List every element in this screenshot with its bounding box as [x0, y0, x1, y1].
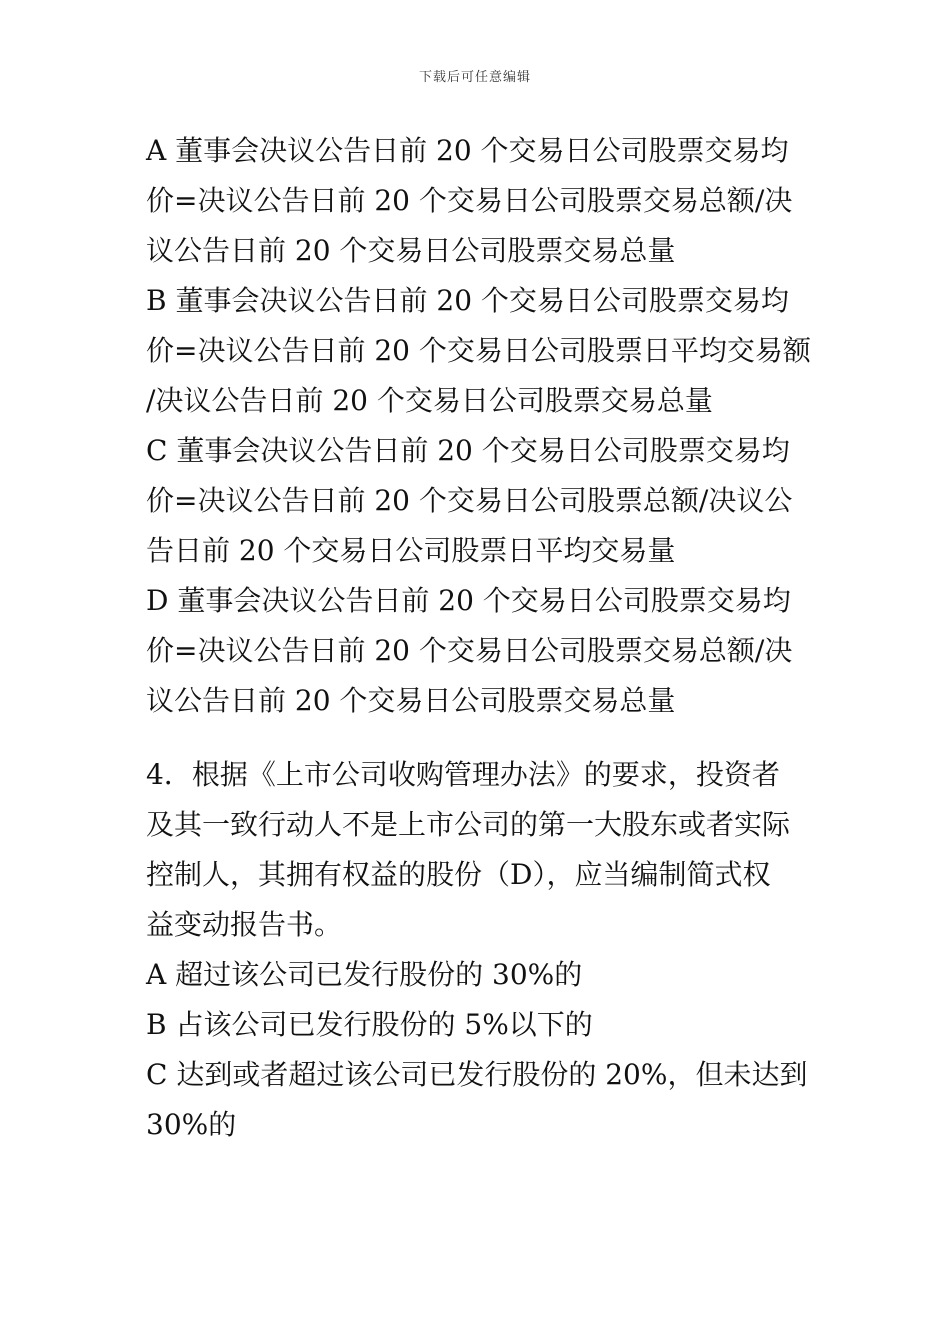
option-a-line-3: 议公告日前 20 个交易日公司股票交易总量 — [146, 234, 676, 267]
option-c-block — [146, 426, 816, 576]
question-4-line-2: 及其一致行动人不是上市公司的第一大股东或者实际 — [146, 808, 791, 841]
option-a-line-1: A 董事会决议公告日前 20 个交易日公司股票交易均 — [146, 134, 789, 167]
q4-option-c-line-1: C 达到或者超过该公司已发行股份的 20%，但未达到 — [146, 1058, 808, 1091]
question-4-line-4: 益变动报告书。 — [146, 908, 343, 941]
document-body — [146, 126, 816, 1150]
option-b-line-2: 价=决议公告日前 20 个交易日公司股票日平均交易额 — [146, 334, 811, 367]
option-c-line-1: C 董事会决议公告日前 20 个交易日公司股票交易均 — [146, 434, 790, 467]
q4-option-c-line-2: 30%的 — [146, 1108, 237, 1141]
option-c-line-3: 告日前 20 个交易日公司股票日平均交易量 — [146, 534, 676, 567]
option-d-line-3: 议公告日前 20 个交易日公司股票交易总量 — [146, 684, 676, 717]
option-c-line-2: 价=决议公告日前 20 个交易日公司股票总额/决议公 — [146, 484, 793, 517]
option-a-line-2: 价=决议公告日前 20 个交易日公司股票交易总额/决 — [146, 184, 793, 217]
question-4-options — [146, 950, 816, 1150]
q4-option-a: A 超过该公司已发行股份的 30%的 — [146, 958, 583, 991]
option-d-line-2: 价=决议公告日前 20 个交易日公司股票交易总额/决 — [146, 634, 793, 667]
option-a-block — [146, 126, 816, 276]
page-header-note: 下载后可任意编辑 — [418, 70, 531, 85]
option-d-block — [146, 576, 816, 726]
option-b-line-3: /决议公告日前 20 个交易日公司股票交易总量 — [146, 384, 713, 417]
option-b-line-1: B 董事会决议公告日前 20 个交易日公司股票交易均 — [146, 284, 789, 317]
paragraph-spacer — [146, 726, 816, 750]
option-d-line-1: D 董事会决议公告日前 20 个交易日公司股票交易均 — [146, 584, 791, 617]
q4-option-b: B 占该公司已发行股份的 5%以下的 — [146, 1008, 593, 1041]
option-b-block — [146, 276, 816, 426]
question-4-line-3: 控制人，其拥有权益的股份（D），应当编制简式权 — [146, 858, 771, 891]
question-4-line-1: 4．根据《上市公司收购管理办法》的要求，投资者 — [146, 758, 780, 791]
question-4-stem — [146, 750, 816, 950]
